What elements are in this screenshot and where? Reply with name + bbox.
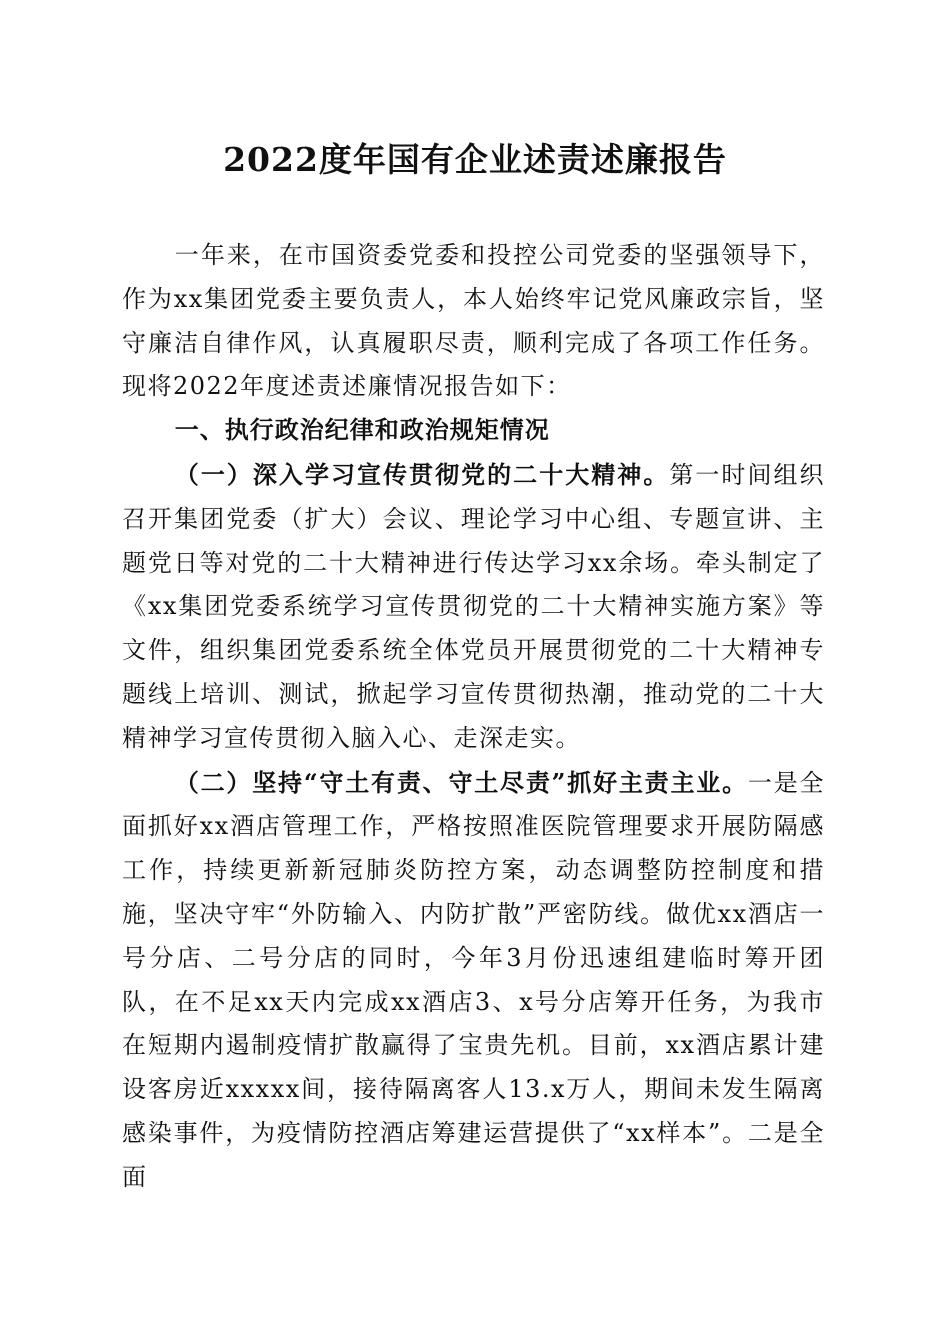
item-1-text: 第一时间组织召开集团党委（扩大）会议、理论学习中心组、专题宣讲、主题党日等对党的二十大精神进行传达学习xx余场。牵头制定了《xx集团党委系统学习宣传贯彻党的二十大精神实施方案》等文件，组织集团党委系统全体党员开展贯彻党的二十大精神专题线上培训、测试，掀起学习宣传贯彻热潮，推动党的二十大精神学习宣传贯彻入脑入心、走深走实。	[122, 460, 826, 752]
paragraph-item-2	[122, 761, 825, 1200]
item-2-lead: （二）坚持“守土有责、守土尽责”抓好主责主业。	[174, 767, 748, 797]
document-title: 2022度年国有企业述责述廉报告	[223, 140, 727, 179]
item-1-lead: （一）深入学习宣传贯彻党的二十大精神。	[174, 459, 670, 489]
document-body	[122, 234, 825, 1200]
item-2-text: 一是全面抓好xx酒店管理工作，严格按照准医院管理要求开展防隔感工作，持续更新新冠肺炎防控方案，动态调整防控制度和措施，坚决守牢“外防输入、内防扩散”严密防线。做优xx酒店一号分店、二号分店的同时，今年3月份迅速组建临时筹开团队，在不足xx天内完成xx酒店3、x号分店筹开任务，为我市在短期内遏制疫情扩散赢得了宝贵先机。目前，xx酒店累计建设客房近xxxxx间，接待隔离客人13.x万人，期间未发生隔离感染事件，为疫情防控酒店筹建运营提供了“xx样本”。二是全面	[122, 768, 826, 1191]
paragraph-item-1	[122, 453, 825, 761]
section-heading: 一、执行政治纪律和政治规矩情况	[174, 416, 550, 445]
intro-paragraph: 一年来，在市国资委党委和投控公司党委的坚强领导下，作为xx集团党委主要负责人，本人始终牢记党风廉政宗旨，坚守廉洁自律作风，认真履职尽责，顺利完成了各项工作任务。现将2022年度述责述廉情况报告如下：	[122, 241, 825, 401]
